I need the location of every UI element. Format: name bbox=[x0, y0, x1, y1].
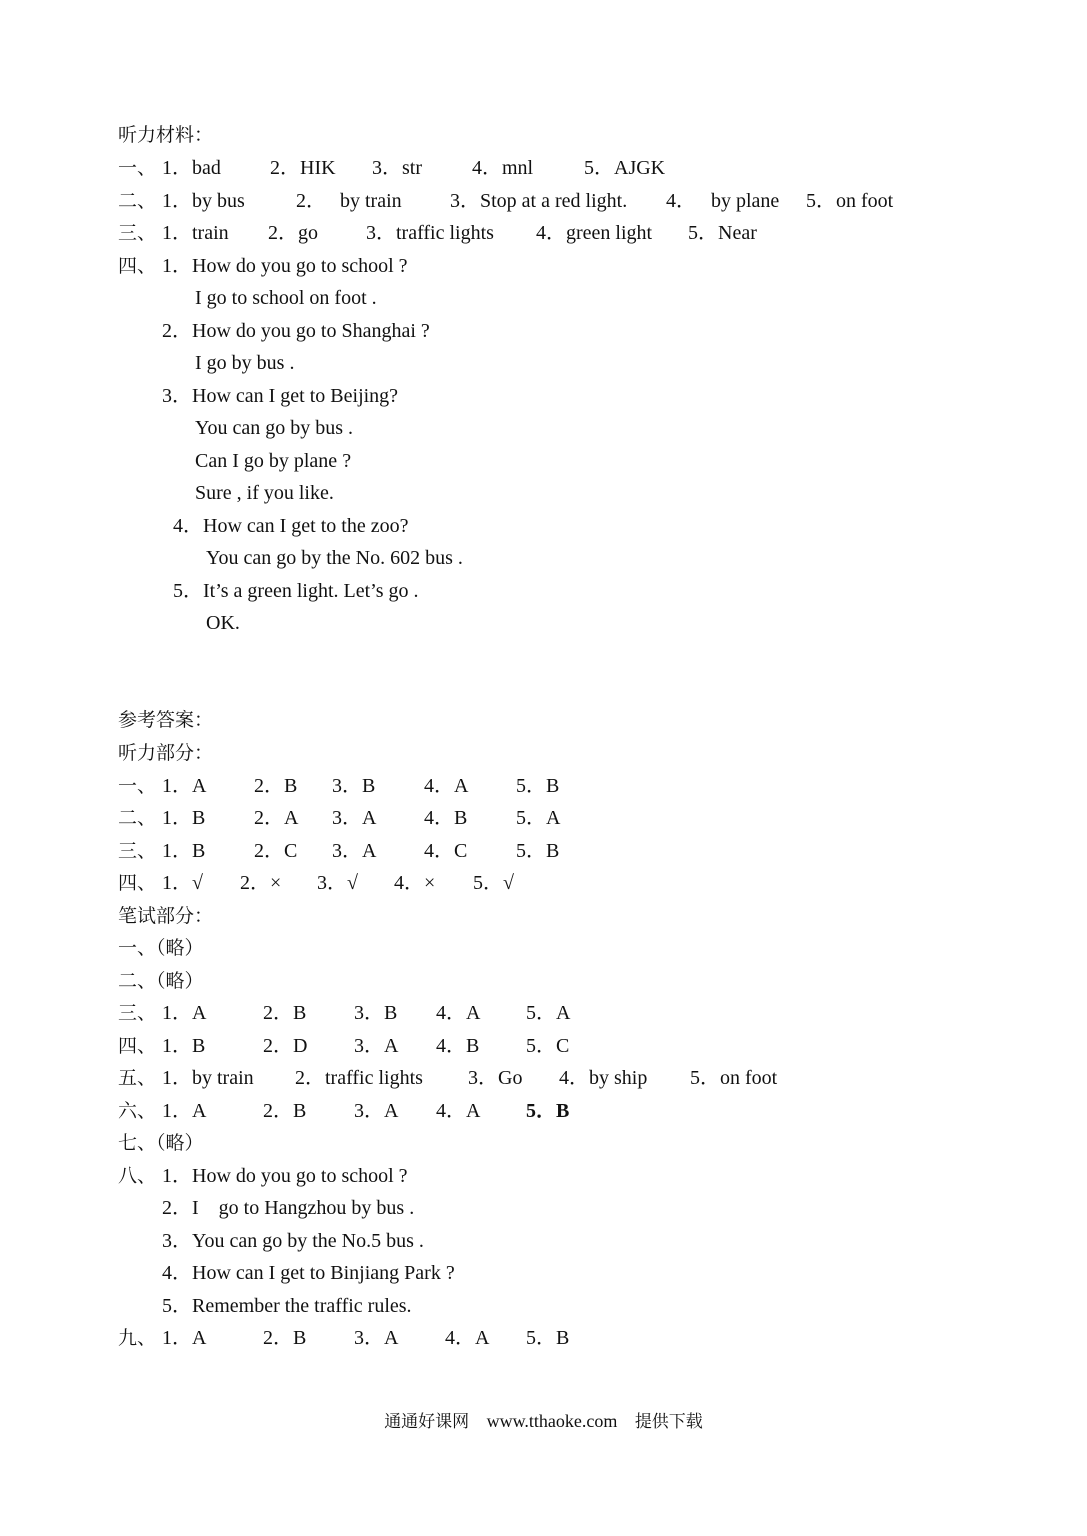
sentence: 2．I go to Hangzhou by bus . bbox=[162, 1197, 415, 1219]
answer-item: 5．A bbox=[516, 807, 561, 829]
listening-material-heading: 听力材料： bbox=[118, 124, 214, 146]
dialogue-line: You can go by bus . bbox=[195, 417, 353, 439]
answer-item: 4．A bbox=[424, 775, 469, 797]
answer-item: 3．B bbox=[354, 1002, 398, 1024]
lm-section-3 bbox=[118, 219, 757, 247]
answer-row-l1 bbox=[118, 772, 560, 800]
answer-item: 3．A bbox=[354, 1035, 399, 1057]
answer-item: 1．B bbox=[162, 1035, 206, 1057]
answer-item: 1．A bbox=[162, 1100, 207, 1122]
section-number: 一、 bbox=[118, 775, 157, 797]
dialogue-line: 5．It’s a green light. Let’s go . bbox=[173, 580, 419, 602]
section-number: 二、 bbox=[118, 190, 157, 212]
answer-item: 5．B bbox=[526, 1100, 570, 1122]
item: 2．HIK bbox=[270, 157, 336, 179]
written-part-heading: 笔试部分： bbox=[118, 905, 214, 927]
section-number: 三、 bbox=[118, 1002, 157, 1024]
answer-item: 4．by ship bbox=[559, 1067, 648, 1089]
item: 4． bbox=[666, 190, 696, 212]
answer-row-w7: 七、（略） bbox=[118, 1132, 204, 1154]
answer-item: 3．Go bbox=[468, 1067, 523, 1089]
item: 4．mnl bbox=[472, 157, 534, 179]
answer-item: 1．B bbox=[162, 840, 206, 862]
item: 3．traffic lights bbox=[366, 222, 494, 244]
answer-item: 4．B bbox=[424, 807, 468, 829]
dialogue-line: 1．How do you go to school ? bbox=[162, 255, 408, 277]
answer-item: 1．A bbox=[162, 1327, 207, 1349]
item: 2． bbox=[296, 190, 326, 212]
answer-item: 1．B bbox=[162, 807, 206, 829]
answer-item: 5．B bbox=[526, 1327, 570, 1349]
answer-item: 2．B bbox=[263, 1100, 307, 1122]
dialogue-line: I go by bus . bbox=[195, 352, 295, 374]
answer-item: 4．C bbox=[424, 840, 468, 862]
answer-item: 1．by train bbox=[162, 1067, 254, 1089]
answer-item: 2．D bbox=[263, 1035, 308, 1057]
answer-row-w1: 一、（略） bbox=[118, 937, 204, 959]
item: 3．Stop at a red light. bbox=[450, 190, 628, 212]
section-number: 四、 bbox=[118, 1035, 157, 1057]
answer-item: 2．B bbox=[254, 775, 298, 797]
answer-row-l4 bbox=[118, 869, 514, 897]
answer-row-w8 bbox=[118, 1162, 408, 1190]
page-footer bbox=[0, 1407, 1087, 1432]
section-number: 九、 bbox=[118, 1327, 157, 1349]
footer-note: 提供下载 bbox=[634, 1412, 703, 1432]
answer-item: 1．A bbox=[162, 775, 207, 797]
item: 5．Near bbox=[688, 222, 757, 244]
answer-item: 2．C bbox=[254, 840, 298, 862]
item: 3．str bbox=[372, 157, 422, 179]
answer-item: 2．× bbox=[240, 872, 282, 894]
answers-heading: 参考答案： bbox=[118, 709, 214, 731]
answer-item: 3．√ bbox=[317, 872, 358, 894]
answer-row-w6 bbox=[118, 1097, 570, 1125]
section-number: 五、 bbox=[118, 1067, 157, 1089]
answer-item: 3．A bbox=[332, 840, 377, 862]
sentence: 4．How can I get to Binjiang Park ? bbox=[162, 1262, 455, 1284]
answer-item: 5．C bbox=[526, 1035, 570, 1057]
answer-item: 2．traffic lights bbox=[295, 1067, 423, 1089]
section-number: 三、 bbox=[118, 222, 157, 244]
answer-item: 5．B bbox=[516, 840, 560, 862]
dialogue-line: 4．How can I get to the zoo? bbox=[173, 515, 409, 537]
item: by train bbox=[340, 190, 402, 212]
dialogue-line: 2．How do you go to Shanghai ? bbox=[162, 320, 430, 342]
answer-item: 5．on foot bbox=[690, 1067, 778, 1089]
dialogue-line: I go to school on foot . bbox=[195, 287, 377, 309]
section-number: 二、 bbox=[118, 807, 157, 829]
answer-row-l3 bbox=[118, 837, 560, 865]
listening-part-heading: 听力部分： bbox=[118, 742, 214, 764]
item: by plane bbox=[711, 190, 780, 212]
item: 1．train bbox=[162, 222, 229, 244]
answer-item: 5．A bbox=[526, 1002, 571, 1024]
lm-section-4 bbox=[118, 252, 408, 280]
answer-item: 4．A bbox=[436, 1002, 481, 1024]
item: 4．green light bbox=[536, 222, 653, 244]
sentence: 1．How do you go to school ? bbox=[162, 1165, 408, 1187]
lm-section-2 bbox=[118, 187, 894, 215]
answer-item: 5．B bbox=[516, 775, 560, 797]
dialogue-line: Can I go by plane ? bbox=[195, 450, 352, 472]
section-number: 四、 bbox=[118, 255, 157, 277]
dialogue-line: 3．How can I get to Beijing? bbox=[162, 385, 399, 407]
dialogue-line: OK. bbox=[206, 612, 240, 634]
answer-item: 4．A bbox=[445, 1327, 490, 1349]
answer-row-w2: 二、（略） bbox=[118, 970, 204, 992]
answer-row-w3 bbox=[118, 999, 571, 1027]
answer-item: 3．A bbox=[332, 807, 377, 829]
answer-item: 3．A bbox=[354, 1327, 399, 1349]
answer-item: 4．× bbox=[394, 872, 436, 894]
answer-row-w9 bbox=[118, 1324, 570, 1352]
item: 1．by bus bbox=[162, 190, 245, 212]
dialogue-line: You can go by the No. 602 bus . bbox=[206, 547, 463, 569]
sentence: 5．Remember the traffic rules. bbox=[162, 1295, 412, 1317]
answer-row-w4 bbox=[118, 1032, 570, 1060]
section-number: 三、 bbox=[118, 840, 157, 862]
section-number: 一、 bbox=[118, 157, 157, 179]
answer-row-w5 bbox=[118, 1064, 778, 1092]
section-number: 八、 bbox=[118, 1165, 157, 1187]
item: 2．go bbox=[268, 222, 318, 244]
answer-row-l2 bbox=[118, 804, 561, 832]
sentence: 3．You can go by the No.5 bus . bbox=[162, 1230, 424, 1252]
answer-item: 2．B bbox=[263, 1002, 307, 1024]
answer-item: 2．B bbox=[263, 1327, 307, 1349]
answer-item: 2．A bbox=[254, 807, 299, 829]
answer-item: 4．B bbox=[436, 1035, 480, 1057]
answer-item: 3．A bbox=[354, 1100, 399, 1122]
answer-item: 5．√ bbox=[473, 872, 514, 894]
section-number: 六、 bbox=[118, 1100, 157, 1122]
item: 5．on foot bbox=[806, 190, 894, 212]
answer-item: 1．√ bbox=[162, 872, 203, 894]
answer-item: 4．A bbox=[436, 1100, 481, 1122]
section-number: 四、 bbox=[118, 872, 157, 894]
footer-site-name: 通通好课网 bbox=[384, 1412, 470, 1432]
lm-section-1 bbox=[118, 154, 666, 182]
answer-item: 3．B bbox=[332, 775, 376, 797]
footer-url[interactable]: www.tthaoke.com bbox=[486, 1411, 618, 1431]
dialogue-line: Sure , if you like. bbox=[195, 482, 334, 504]
answer-item: 1．A bbox=[162, 1002, 207, 1024]
item: 1．bad bbox=[162, 157, 221, 179]
item: 5．AJGK bbox=[584, 157, 666, 179]
